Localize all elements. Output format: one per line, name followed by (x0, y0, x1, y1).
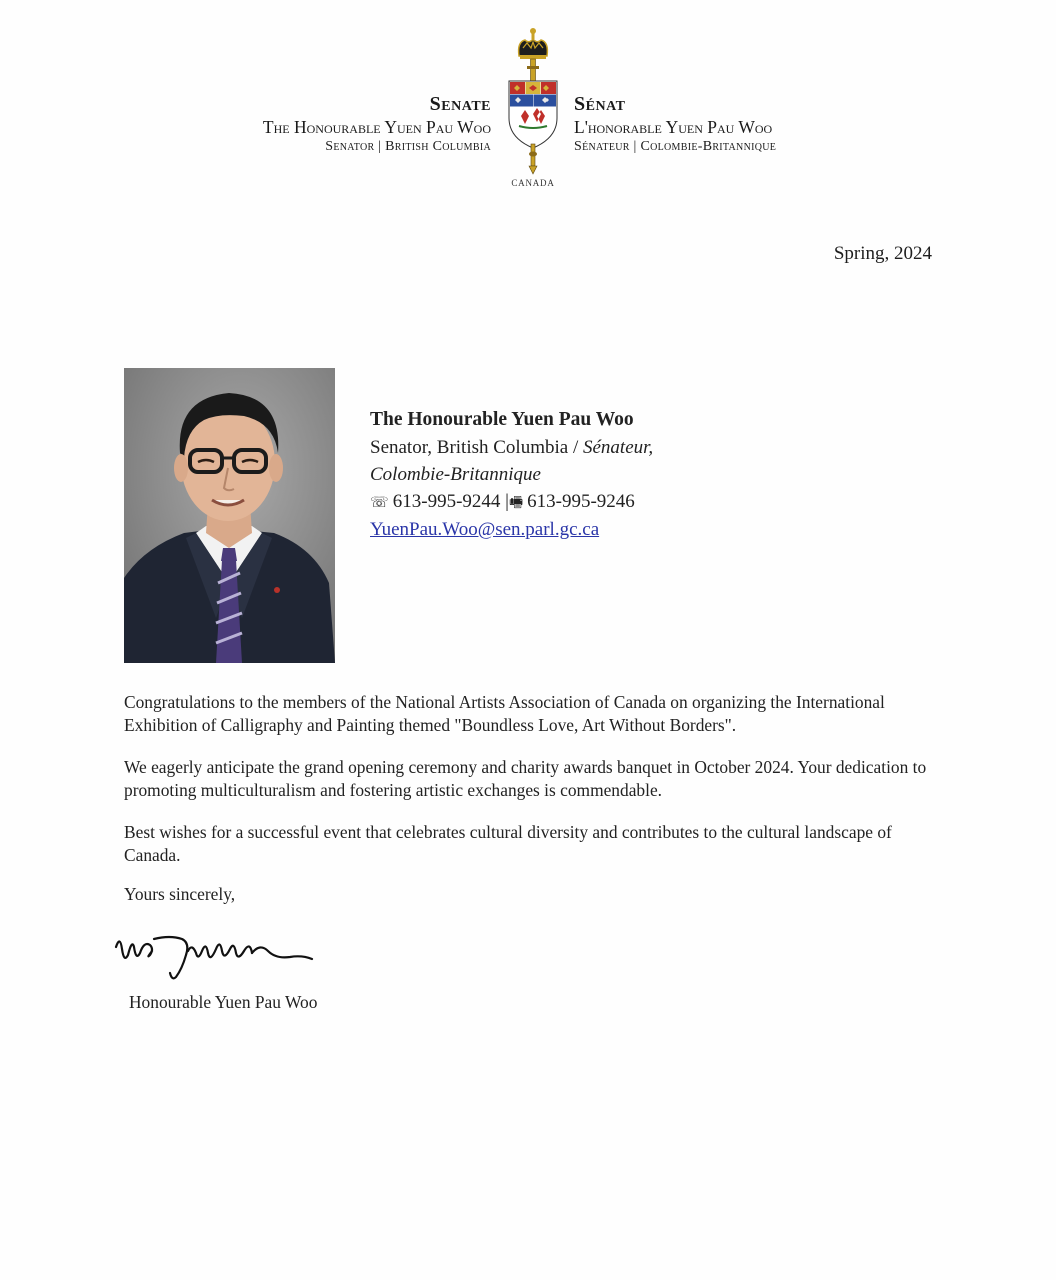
letterhead-name-en: The Honourable Yuen Pau Woo (262, 117, 491, 137)
contact-title-fr-2: Colombie-Britannique (370, 464, 541, 485)
senate-crest-icon (505, 26, 561, 176)
signature-icon (110, 925, 320, 980)
fax-icon: 🖷 (508, 493, 524, 511)
senator-portrait (124, 368, 335, 663)
closing-line: Yours sincerely, (124, 884, 236, 904)
letterhead-role-en: Senator | British Columbia (325, 139, 491, 154)
contact-title-en: Senator, British Columbia / (370, 437, 583, 458)
letterhead-english (263, 93, 491, 156)
contact-email-line (370, 516, 653, 543)
letter-body (124, 691, 936, 886)
letterhead-title-en: Senate (429, 93, 491, 115)
contact-email-link[interactable]: YuenPau.Woo@sen.parl.gc.ca (370, 519, 600, 540)
letterhead-role-fr: Sénateur | Colombie-Britannique (574, 139, 777, 154)
body-paragraph-1: Congratulations to the members of the National Artists Association of Canada on organizing the International Exhibition of Calligraphy and Painting themed "Boundless Love, Art Without Borders". (124, 692, 885, 735)
contact-separator: | (505, 491, 509, 512)
contact-title (370, 434, 653, 461)
contact-title-fr-1: Sénateur, (582, 437, 654, 458)
crest-label: CANADA (511, 178, 555, 188)
contact-block (370, 406, 653, 543)
contact-phone-line (370, 488, 653, 516)
letterhead-title-fr: Sénat (574, 93, 626, 115)
contact-phone[interactable]: 613-995-9244 (392, 491, 501, 512)
letter-date: Spring, 2024 (833, 243, 932, 264)
phone-icon: ☏ (370, 493, 389, 511)
letterhead-name-fr: L'honorable Yuen Pau Woo (574, 117, 773, 137)
contact-name: The Honourable Yuen Pau Woo (370, 409, 634, 430)
body-paragraph-2: We eagerly anticipate the grand opening ceremony and charity awards banquet in October 2024. Your dedication to promoting multiculturalism and fostering artistic exchanges is commendable. (124, 757, 927, 800)
body-paragraph-3: Best wishes for a successful event that celebrates cultural diversity and contributes to the cultural landscape of Canada. (124, 822, 892, 865)
letterhead-french (574, 93, 776, 156)
contact-fax: 613-995-9246 (527, 491, 635, 512)
signature-name: Honourable Yuen Pau Woo (129, 992, 318, 1012)
